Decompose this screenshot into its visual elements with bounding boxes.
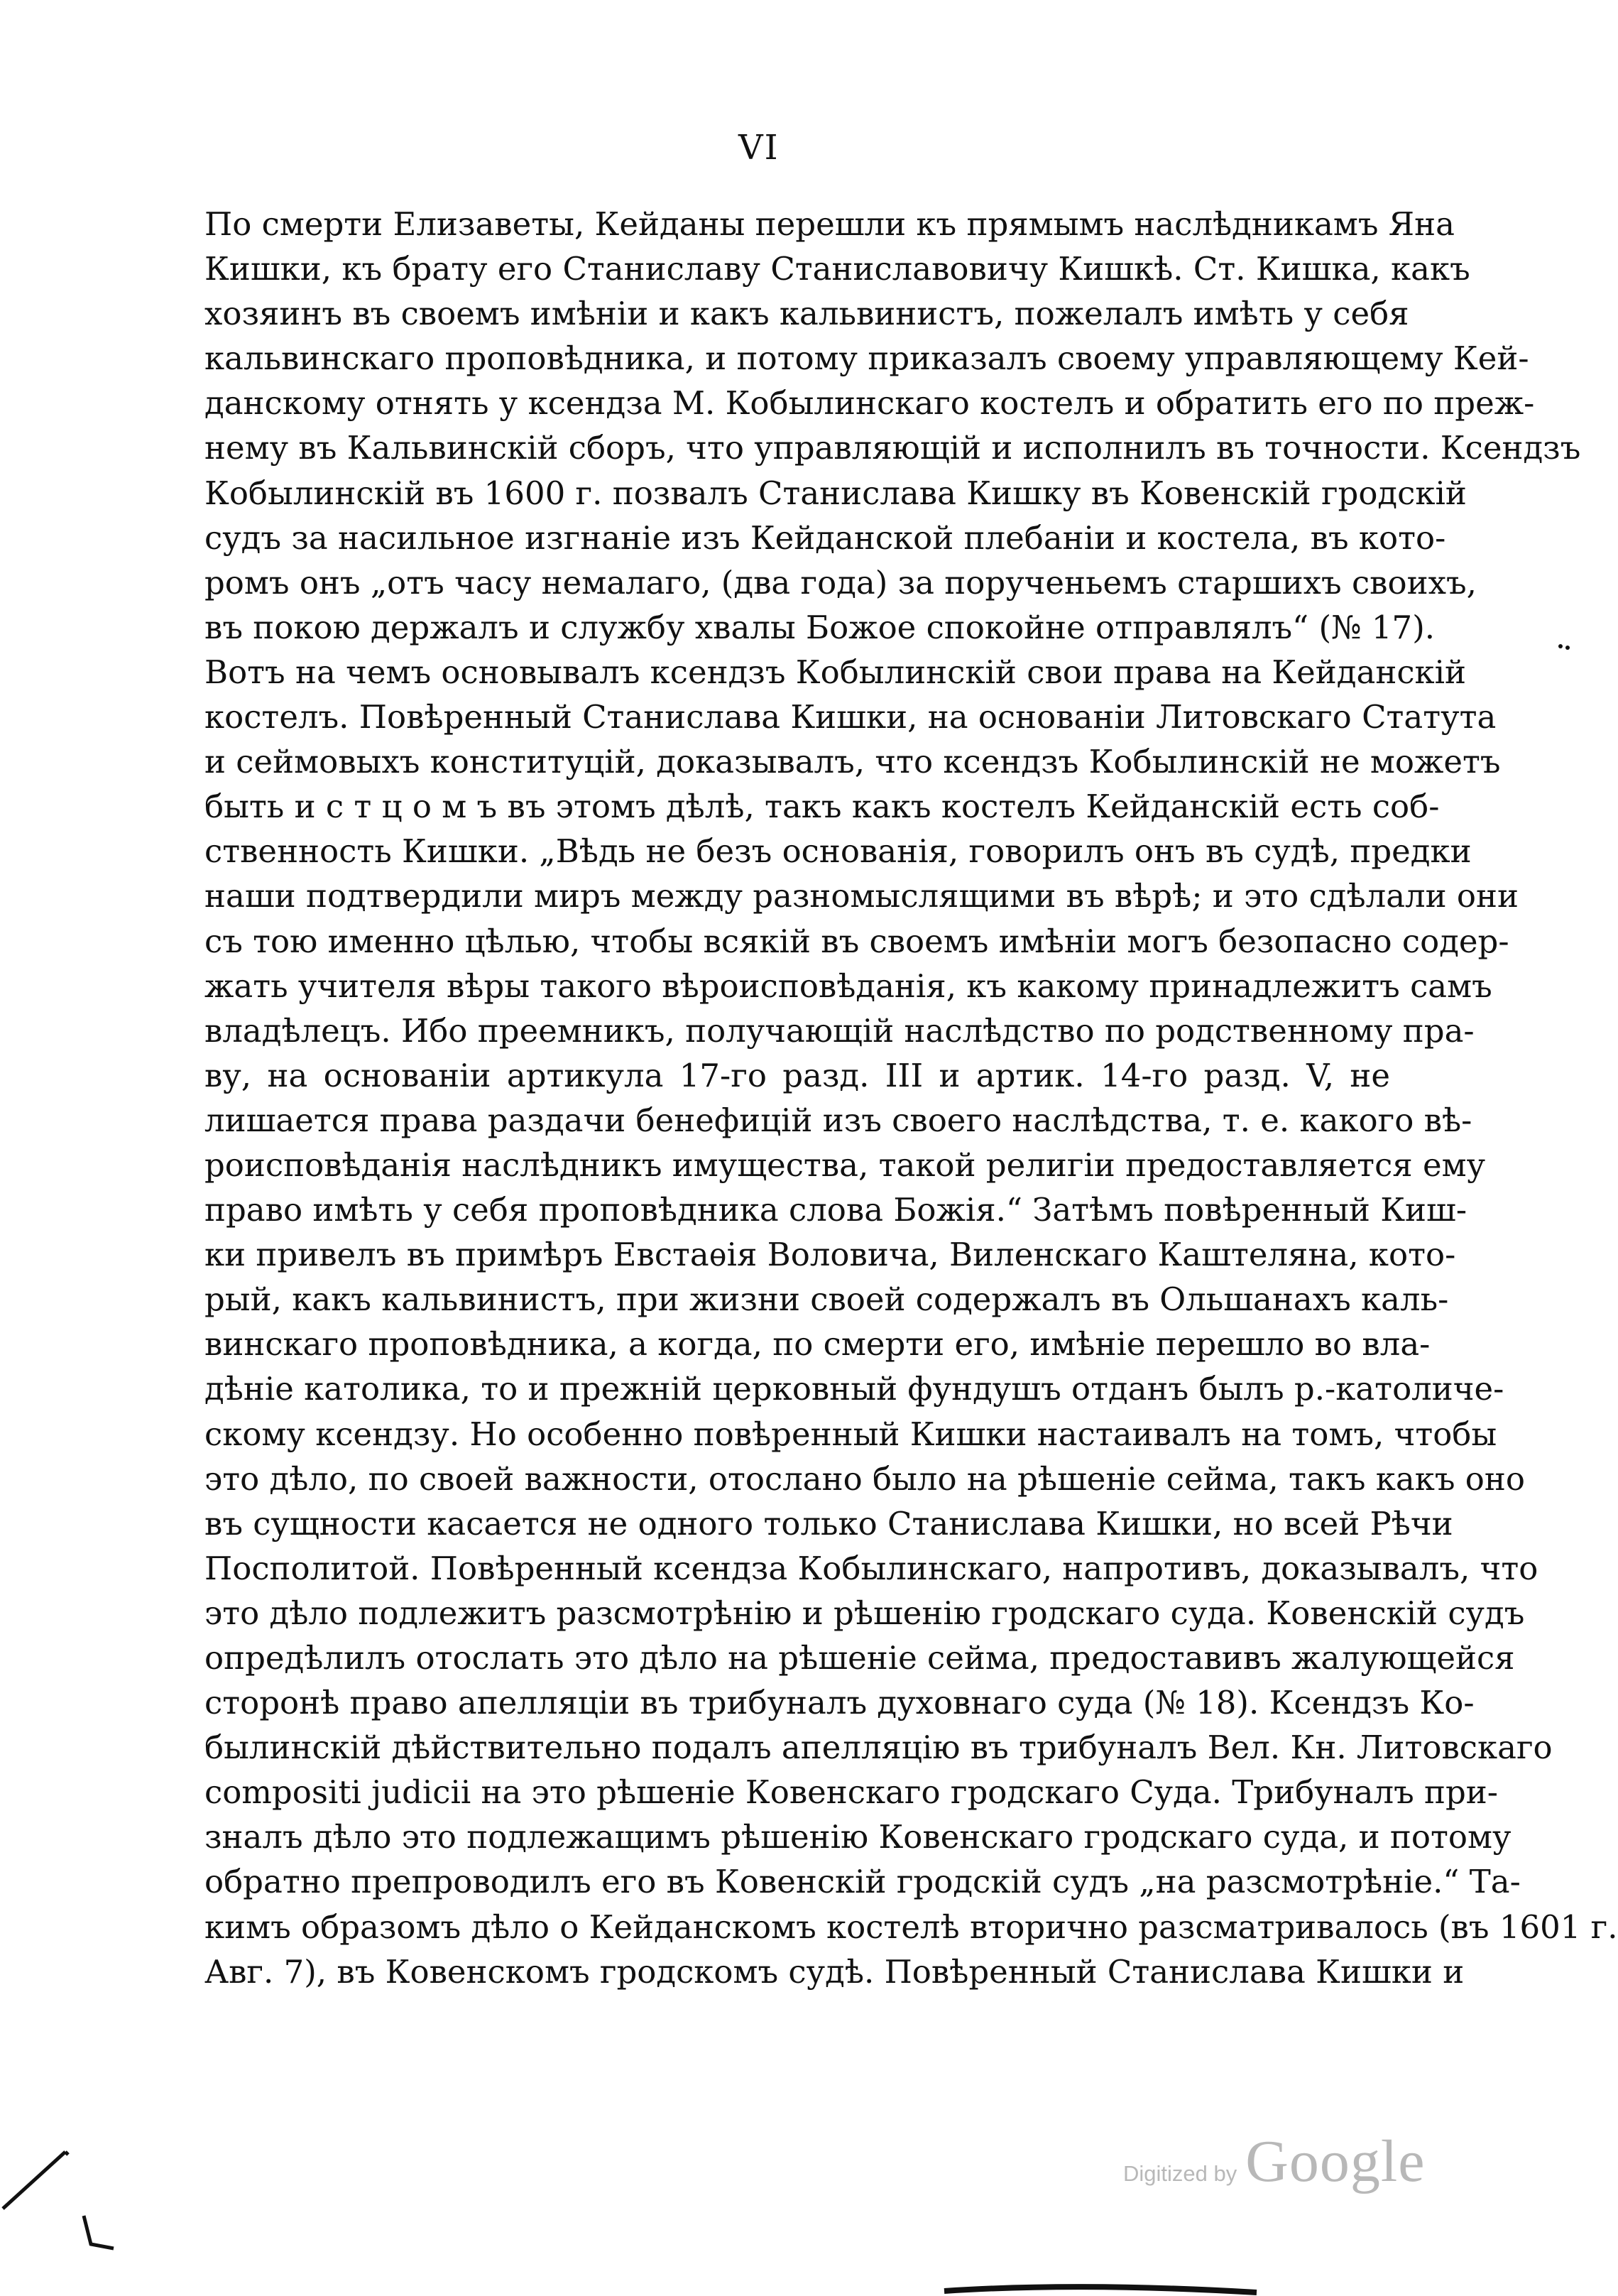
text-line: наши подтвердили миръ между разномыслящими въ вѣрѣ; и это сдѣлали они	[204, 877, 1519, 915]
text-line: кальвинскаго проповѣдника, и потому приказалъ своему управляющему Кей-	[204, 339, 1529, 378]
text-line: костелъ. Повѣренный Станислава Кишки, на основаніи Литовскаго Статута	[204, 698, 1497, 736]
text-line: Посполитой. Повѣренный ксендза Кобылинскаго, напротивъ, доказывалъ, что	[204, 1549, 1538, 1587]
text-line: ромъ онъ „отъ часу немалаго, (два года) за порученьемъ старшихъ своихъ,	[204, 563, 1477, 602]
text-line: винскаго проповѣдника, а когда, по смерти его, имѣніе перешло во вла-	[204, 1325, 1431, 1364]
text-line: зналъ дѣло это подлежащимъ рѣшенію Ковенскаго гродскаго суда, и потому	[204, 1818, 1512, 1856]
text-line: нему въ Кальвинскій сборъ, что управляющій и исполнилъ въ точности. Ксендзъ	[204, 429, 1581, 467]
text-line: compositi judicii на это рѣшеніе Ковенскаго гродскаго Суда. Трибуналъ при-	[204, 1773, 1498, 1812]
text-line: Вотъ на чемъ основывалъ ксендзъ Кобылинскій свои права на Кейданскій	[204, 653, 1467, 691]
text-line: скому ксендзу. Но особенно повѣренный Кишки настаивалъ на томъ, чтобы	[204, 1415, 1497, 1453]
text-line: и сеймовыхъ конституцій, доказывалъ, что ксендзъ Кобылинскій не можетъ	[204, 743, 1501, 781]
text-line: ву, на основаніи артикула 17-го разд. III и артик. 14-го разд. V, не	[204, 1056, 1390, 1094]
text-line: это дѣло подлежитъ разсмотрѣнію и рѣшенію гродскаго суда. Ковенскій судъ	[204, 1594, 1525, 1632]
text-line: съ тою именно цѣлью, чтобы всякій въ своемъ имѣніи могъ безопасно содер-	[204, 922, 1509, 960]
text-line: Авг. 7), въ Ковенскомъ гродскомъ судѣ. Повѣренный Станислава Кишки и	[204, 1952, 1465, 1991]
text-line: жать учителя вѣры такого вѣроисповѣданія, къ какому принадлежитъ самъ	[204, 967, 1492, 1005]
text-line: судъ за насильное изгнаніе изъ Кейданской плебаніи и костела, въ кото-	[204, 518, 1446, 557]
text-line: въ покою держалъ и службу хвалы Божое спокойне отправлялъ“ (№ 17).	[204, 608, 1436, 646]
scan-corner-mark	[0, 2123, 99, 2273]
body-text	[204, 202, 1618, 1994]
text-line: Кишки, къ брату его Станиславу Станиславовичу Кишкѣ. Ст. Кишка, какъ	[204, 250, 1470, 288]
text-line: дѣніе католика, то и прежній церковный фундушъ отданъ былъ р.-католиче-	[204, 1370, 1504, 1408]
text-line: право имѣть у себя проповѣдника слова Божія.“ Затѣмъ повѣренный Киш-	[204, 1191, 1467, 1229]
page-number: VI	[738, 128, 780, 168]
digitized-watermark	[1123, 2127, 1426, 2196]
text-line: кимъ образомъ дѣло о Кейданскомъ костелѣ вторично разсматривалось (въ 1601 г.	[204, 1908, 1618, 1946]
text-line: это дѣло, по своей важности, отослано было на рѣшеніе сейма, такъ какъ оно	[204, 1459, 1525, 1498]
text-line: данскому отнять у ксендза М. Кобылинскаго костелъ и обратить его по преж-	[204, 384, 1535, 423]
text-line: ственность Кишки. „Вѣдь не безъ основанія, говорилъ онъ въ судѣ, предки	[204, 832, 1472, 871]
text-line: роисповѣданія наслѣдникъ имущества, такой религіи предоставляется ему	[204, 1146, 1486, 1184]
text-line: быть и с т ц о м ъ въ этомъ дѣлѣ, такъ какъ костелъ Кейданскій есть соб-	[204, 788, 1440, 826]
text-line: лишается права раздачи бенефицій изъ своего наслѣдства, т. е. какого вѣ-	[204, 1101, 1472, 1139]
text-line: Кобылинскій въ 1600 г. позвалъ Станислава Кишку въ Ковенскій гродскій	[204, 474, 1467, 512]
text-line: опредѣлилъ отослать это дѣло на рѣшеніе сейма, предоставивъ жалующейся	[204, 1639, 1515, 1677]
text-line: рый, какъ кальвинистъ, при жизни своей содержалъ въ Ольшанахъ каль-	[204, 1280, 1449, 1319]
text-line: въ сущности касается не одного только Станислава Кишки, но всей Рѣчи	[204, 1504, 1453, 1543]
text-line: По смерти Елизаветы, Кейданы перешли къ прямымъ наслѣдникамъ Яна	[204, 205, 1455, 243]
scan-bottom-mark	[923, 2281, 1278, 2296]
text-line: обратно препроводилъ его въ Ковенскій гродскій судъ „на разсмотрѣніе.“ Та-	[204, 1863, 1521, 1901]
text-line: владѣлецъ. Ибо преемникъ, получающій наслѣдство по родственному пра-	[204, 1011, 1475, 1050]
text-line: ки привелъ въ примѣръ Евстаѳія Воловича, Виленскаго Каштеляна, кото-	[204, 1236, 1456, 1274]
text-line: хозяинъ въ своемъ имѣніи и какъ кальвинистъ, пожелалъ имѣть у себя	[204, 295, 1409, 333]
text-line: былинскій дѣйствительно подалъ апелляцію въ трибуналъ Вел. Кн. Литовскаго	[204, 1729, 1553, 1767]
google-logo-text: Google	[1245, 2128, 1426, 2194]
watermark-prefix: Digitized by	[1123, 2161, 1237, 2186]
scan-dot-mark	[1555, 639, 1576, 660]
text-line: сторонѣ право апелляціи въ трибуналъ духовнаго суда (№ 18). Ксендзъ Ко-	[204, 1684, 1475, 1722]
